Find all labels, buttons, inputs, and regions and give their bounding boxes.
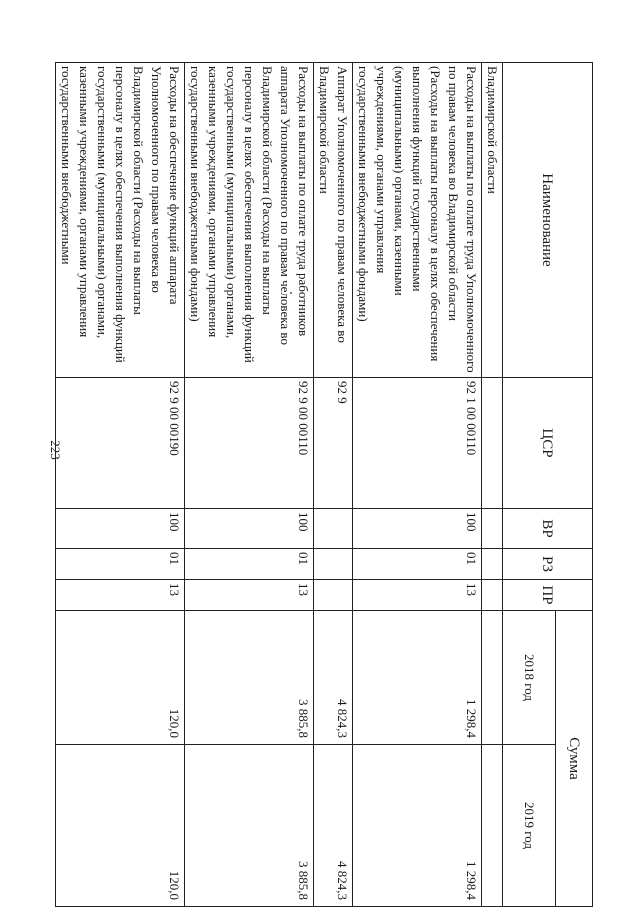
cell-pr: 13 [56,580,185,611]
header-sum: Сумма [556,611,593,907]
cell-2018 [482,611,503,745]
budget-table [55,62,593,907]
cell-rz: 01 [56,549,185,580]
table-row [353,63,482,907]
header-pr: ПР [503,580,593,611]
header-csr: ЦСР [503,378,593,509]
cell-rz [482,549,503,580]
header-row-top [556,63,593,907]
cell-pr: 13 [185,580,314,611]
cell-name: Расходы на выплаты по оплате труда Уполномоченного по правам человека во Владимирской области (Расходы на выплаты персоналу в целях обеспечения выполнения функций государственными (муниципальными) органами, казенными учреждениями, органами управления государственными внебюджетными фондами) [353,63,482,378]
cell-rz: 01 [185,549,314,580]
cell-csr: 92 9 00 00190 [56,378,185,509]
rotated-page-content [59,62,593,906]
header-vr: ВР [503,509,593,549]
header-year-2019: 2019 год [503,745,556,907]
cell-csr [482,378,503,509]
cell-name: Владимирской области [482,63,503,378]
cell-name: Расходы на обеспечение функций аппарата Уполномоченного по правам человека во Владимирской области (Расходы на выплаты персоналу в целях обеспечения выполнения функций государственными (муниципальными) органами, казенными учреждениями, органами управления государственными внебюджетными [56,63,185,378]
cell-2019: 4 824,3 [314,745,353,907]
cell-2019: 3 885,8 [185,745,314,907]
header-year-2018: 2018 год [503,611,556,745]
cell-rz: 01 [353,549,482,580]
cell-vr: 100 [353,509,482,549]
cell-2019: 1 298,4 [353,745,482,907]
cell-csr: 92 9 [314,378,353,509]
cell-vr [482,509,503,549]
cell-vr [314,509,353,549]
cell-2019 [482,745,503,907]
cell-2019: 120,0 [56,745,185,907]
cell-pr: 13 [353,580,482,611]
cell-pr [482,580,503,611]
cell-2018: 4 824,3 [314,611,353,745]
cell-csr: 92 9 00 00110 [185,378,314,509]
header-name: Наименование [503,63,593,378]
cell-2018: 120,0 [56,611,185,745]
cell-name: Расходы на выплаты по оплате труда работников аппарата Уполномоченного по правам человека во Владимирской области (Расходы на выплаты персоналу в целях обеспечения выполнения функций государственными (муниципальными) органами, казенными учреждениями, органами управления государственными внебюджетными фондами) [185,63,314,378]
cell-rz [314,549,353,580]
cell-vr: 100 [185,509,314,549]
table-row [314,63,353,907]
table-row [185,63,314,907]
cell-csr: 92 1 00 00110 [353,378,482,509]
cell-2018: 3 885,8 [185,611,314,745]
table-row [482,63,503,907]
cell-2018: 1 298,4 [353,611,482,745]
cell-vr: 100 [56,509,185,549]
cell-pr [314,580,353,611]
table-row [56,63,185,907]
header-rz: РЗ [503,549,593,580]
cell-name: Аппарат Уполномоченного по правам человека во Владимирской области [314,63,353,378]
page-number: 223 [48,440,63,460]
